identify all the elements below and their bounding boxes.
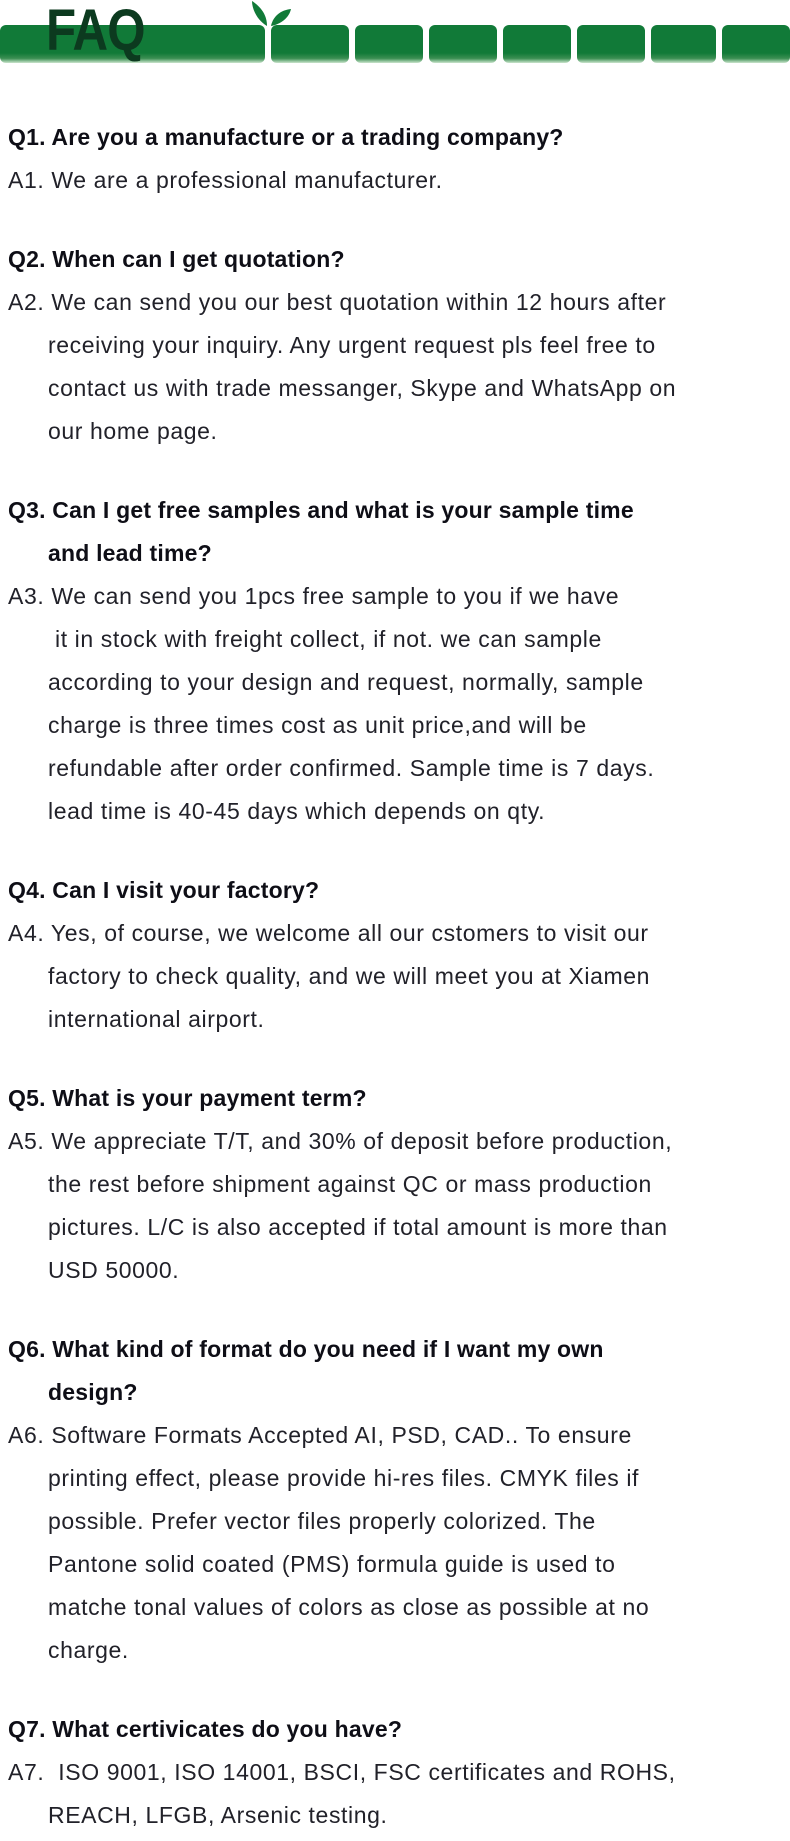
answer-line: charge is three times cost as unit price,and will be [48, 712, 587, 738]
faq-item [8, 116, 790, 202]
answer-line: according to your design and request, normally, sample [48, 669, 644, 695]
answer-line: factory to check quality, and we will meet you at Xiamen [48, 963, 651, 989]
question-line: Q6. What kind of format do you need if I want my own [8, 1336, 604, 1362]
answer-line: A2. We can send you our best quotation within 12 hours after [8, 289, 667, 315]
answer-line: international airport. [48, 1006, 265, 1032]
faq-item [8, 1708, 790, 1837]
faq-list [0, 116, 790, 1837]
answer-line: contact us with trade messanger, Skype and WhatsApp on [48, 375, 677, 401]
faq-item [8, 238, 790, 453]
answer-line: A4. Yes, of course, we welcome all our cstomers to visit our [8, 920, 649, 946]
faq-banner [0, 0, 790, 66]
question-line: Q7. What certivicates do you have? [8, 1716, 403, 1742]
answer-line: Pantone solid coated (PMS) formula guide is used to [48, 1551, 616, 1577]
answer-line: possible. Prefer vector files properly colorized. The [48, 1508, 596, 1534]
answer-line: printing effect, please provide hi-res files. CMYK files if [48, 1465, 640, 1491]
answer-line: lead time is 40-45 days which depends on qty. [48, 798, 546, 824]
question-line: and lead time? [48, 540, 212, 566]
answer-line: REACH, LFGB, Arsenic testing. [48, 1802, 388, 1828]
answer-line: pictures. L/C is also accepted if total amount is more than [48, 1214, 668, 1240]
question-line: Q4. Can I visit your factory? [8, 877, 320, 903]
faq-logo-text: FAQ [46, 0, 145, 63]
faq-item [8, 1328, 790, 1672]
faq-item [8, 489, 790, 833]
answer-line: A3. We can send you 1pcs free sample to you if we have [8, 583, 620, 609]
answer-line: A7. ISO 9001, ISO 14001, BSCI, FSC certificates and ROHS, [8, 1759, 676, 1785]
question-line: design? [48, 1379, 138, 1405]
answer-line: receiving your inquiry. Any urgent request pls feel free to [48, 332, 656, 358]
answer-line: matche tonal values of colors as close as possible at no [48, 1594, 650, 1620]
question-line: Q2. When can I get quotation? [8, 246, 345, 272]
answer-line: A5. We appreciate T/T, and 30% of deposit before production, [8, 1128, 673, 1154]
faq-item [8, 1077, 790, 1292]
question-line: Q3. Can I get free samples and what is your sample time [8, 497, 634, 523]
answer-line: charge. [48, 1637, 129, 1663]
faq-item [8, 869, 790, 1041]
answer-line: our home page. [48, 418, 218, 444]
answer-line: A6. Software Formats Accepted AI, PSD, CAD.. To ensure [8, 1422, 632, 1448]
answer-line: A1. We are a professional manufacturer. [8, 167, 443, 193]
answer-line: refundable after order confirmed. Sample time is 7 days. [48, 755, 655, 781]
bamboo-leaf-icon [252, 1, 291, 26]
answer-line: it in stock with freight collect, if not. we can sample [48, 626, 602, 652]
answer-line: the rest before shipment against QC or mass production [48, 1171, 652, 1197]
question-line: Q1. Are you a manufacture or a trading company? [8, 124, 564, 150]
answer-line: USD 50000. [48, 1257, 180, 1283]
question-line: Q5. What is your payment term? [8, 1085, 367, 1111]
